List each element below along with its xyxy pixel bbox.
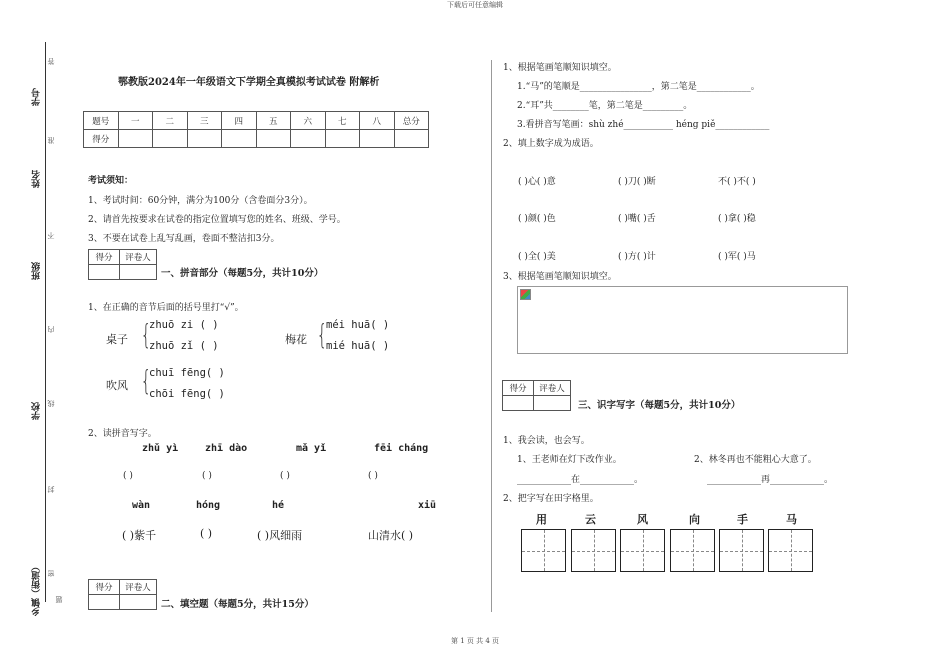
model-char: 马 <box>786 513 797 526</box>
scorer-grader-cell[interactable] <box>120 595 157 610</box>
section1-q2: 2、读拼音写字。 <box>88 429 157 439</box>
score-cell[interactable] <box>291 130 326 148</box>
idiom-item[interactable]: ( )方( )计 <box>618 252 656 262</box>
page-title: 鄂教版2024年一年级语文下学期全真模拟考试试卷 附解析 <box>118 77 380 88</box>
right-q2: 2、填上数字成为成语。 <box>503 139 599 149</box>
model-char: 用 <box>536 513 547 526</box>
notice-item: 2、请首先按要求在试卷的指定位置填写您的姓名、班级、学号。 <box>88 215 346 225</box>
score-cell[interactable] <box>187 130 222 148</box>
pinyin-option[interactable]: zhuō zǐ ( ) <box>149 340 219 352</box>
seal-char: 内 <box>47 326 55 333</box>
sentence-b: 2、林冬再也不能粗心大意了。 <box>694 455 817 465</box>
model-char: 风 <box>637 513 648 526</box>
scorer-score-cell[interactable] <box>89 265 120 280</box>
pinyin-prompt: wàn <box>132 500 151 511</box>
sentence-a: 1、王老师在灯下改作业。 <box>517 455 622 465</box>
score-cell[interactable] <box>222 130 257 148</box>
score-cell[interactable] <box>360 130 395 148</box>
pinyin-option[interactable]: chuī fēng( ) <box>149 367 225 379</box>
model-char: 手 <box>737 513 748 526</box>
scorer-grader-label: 评卷人 <box>120 250 157 265</box>
idiom-blank[interactable]: ( )紫千 <box>122 529 157 542</box>
score-cell[interactable] <box>394 130 429 148</box>
tianzige-box[interactable] <box>521 529 566 572</box>
pinyin-option[interactable]: zhuō zi ( ) <box>149 319 219 331</box>
idiom-item[interactable]: ( )拿( )稳 <box>718 214 756 224</box>
word-chuifeng: 吹风 <box>106 379 128 392</box>
section3-q2: 2、把字写在田字格里。 <box>503 494 599 504</box>
tianzige-box[interactable] <box>719 529 764 572</box>
score-cell[interactable] <box>153 130 188 148</box>
right-q3: 3、根据笔画笔顺知识填空。 <box>503 272 617 282</box>
tianzige-box[interactable] <box>571 529 616 572</box>
pinyin-option[interactable]: chōi fēng( ) <box>149 388 225 400</box>
model-char: 向 <box>689 513 700 526</box>
score-table <box>83 111 429 148</box>
right-q1-3[interactable]: 3.看拼音写笔画：shù zhé___________ héng piě____________ <box>517 120 770 130</box>
scorer-grader-cell[interactable] <box>120 265 157 280</box>
score-header-cell: 总分 <box>394 112 429 130</box>
seal-char: 封 <box>47 486 55 493</box>
section3-q1: 1、我会读，也会写。 <box>503 436 590 446</box>
idiom-blank[interactable]: ( )风细雨 <box>257 529 303 542</box>
score-header-cell: 六 <box>291 112 326 130</box>
score-header-cell: 三 <box>187 112 222 130</box>
brace-icon: { <box>140 364 152 397</box>
brace-icon: { <box>140 318 152 351</box>
scorer-score-cell[interactable] <box>503 396 534 411</box>
scorer-grader-cell[interactable] <box>534 396 571 411</box>
notice-heading: 考试须知： <box>88 176 134 186</box>
answer-blank[interactable]: ( ) <box>280 471 290 481</box>
score-row-label: 得分 <box>84 130 119 148</box>
fill-b[interactable]: ____________再____________。 <box>707 475 834 485</box>
score-cell[interactable] <box>118 130 153 148</box>
pinyin-option[interactable]: mié huā( ) <box>326 340 390 352</box>
score-header-cell: 一 <box>118 112 153 130</box>
word-meihua: 梅花 <box>285 333 307 346</box>
pinyin-prompt: fēi cháng <box>374 443 429 454</box>
scorer-score-label: 得分 <box>89 580 120 595</box>
score-header-cell: 题号 <box>84 112 119 130</box>
section1-q1: 1、在正确的音节后面的括号里打“√”。 <box>88 303 244 313</box>
notice-item: 1、考试时间：60分钟，满分为100分（含卷面分3分）。 <box>88 196 313 206</box>
scorer-score-cell[interactable] <box>89 595 120 610</box>
pinyin-prompt: xiū <box>418 500 437 511</box>
pinyin-prompt: hé <box>272 500 285 511</box>
brace-icon: { <box>316 318 328 351</box>
margin-label-name: 姓名 <box>32 170 42 188</box>
scorer-box <box>502 380 571 411</box>
scorer-box <box>88 249 157 280</box>
seal-char: 题 <box>55 596 63 603</box>
scorer-box <box>88 579 157 610</box>
score-cell[interactable] <box>325 130 360 148</box>
fill-a[interactable]: ____________在____________。 <box>517 475 644 485</box>
seal-char: 线 <box>47 400 55 407</box>
score-header-cell: 八 <box>360 112 395 130</box>
seal-char: 答 <box>47 58 55 65</box>
image-placeholder <box>517 286 848 354</box>
model-char: 云 <box>585 513 596 526</box>
scorer-score-label: 得分 <box>503 381 534 396</box>
right-q1-2[interactable]: 2.“耳”共________笔，第二笔是_________。 <box>517 101 693 111</box>
score-header-cell: 二 <box>153 112 188 130</box>
score-header-cell: 四 <box>222 112 257 130</box>
margin-label-student-id: 学号 <box>32 88 42 106</box>
pinyin-prompt: zhǔ yì <box>142 443 179 454</box>
tianzige-box[interactable] <box>768 529 813 572</box>
idiom-item[interactable]: 不( )不( ) <box>718 177 756 187</box>
idiom-item[interactable]: ( )全( )美 <box>518 252 556 262</box>
seal-char: 不 <box>47 232 55 239</box>
idiom-item[interactable]: ( )心( )意 <box>518 177 556 187</box>
column-divider <box>491 60 492 612</box>
score-header-cell: 五 <box>256 112 291 130</box>
notice-item: 3、不要在试卷上乱写乱画，卷面不整洁扣3分。 <box>88 234 280 244</box>
idiom-item[interactable]: ( )刀( )断 <box>618 177 656 187</box>
score-header-cell: 七 <box>325 112 360 130</box>
idiom-item[interactable]: ( )颜( )色 <box>518 214 556 224</box>
answer-blank[interactable]: ( ) <box>123 471 133 481</box>
pinyin-prompt: zhī dào <box>205 443 248 454</box>
answer-blank[interactable]: ( ) <box>368 471 378 481</box>
margin-label-school: 学校 <box>32 402 42 420</box>
margin-label-class: 班级 <box>32 262 42 280</box>
seal-char: 密 <box>47 570 55 577</box>
margin-label-town: 乡镇（街道） <box>32 562 42 616</box>
pinyin-prompt: mǎ yǐ <box>296 443 327 454</box>
idiom-item[interactable]: ( )嘴( )舌 <box>618 214 656 224</box>
idiom-blank[interactable]: 山清水( ) <box>368 529 414 542</box>
pinyin-option[interactable]: méi huā( ) <box>326 319 390 331</box>
section1-title: 一、拼音部分（每题5分，共计10分） <box>161 268 324 279</box>
pinyin-prompt: hóng <box>196 500 221 511</box>
score-cell[interactable] <box>256 130 291 148</box>
broken-image-icon <box>520 289 531 300</box>
tianzige-box[interactable] <box>670 529 715 572</box>
answer-blank[interactable]: ( ) <box>202 471 212 481</box>
seal-char: 准 <box>47 137 55 144</box>
scorer-grader-label: 评卷人 <box>534 381 571 396</box>
scorer-grader-label: 评卷人 <box>120 580 157 595</box>
idiom-item[interactable]: ( )军( )马 <box>718 252 756 262</box>
right-q1-1[interactable]: 1.“马”的笔顺是________________，第二笔是____________。 <box>517 82 760 92</box>
word-zhuozi: 桌子 <box>106 333 128 346</box>
tianzige-box[interactable] <box>620 529 665 572</box>
page-footer: 第 1 页 共 4 页 <box>450 637 500 645</box>
idiom-blank[interactable]: ( ) <box>200 527 213 540</box>
right-q1: 1、根据笔画笔顺知识填空。 <box>503 63 617 73</box>
section3-title: 三、识字写字（每题5分，共计10分） <box>578 400 741 411</box>
header-note: 下载后可任意编辑 <box>447 1 503 9</box>
section2-title: 二、填空题（每题5分，共计15分） <box>161 599 314 610</box>
scorer-score-label: 得分 <box>89 250 120 265</box>
